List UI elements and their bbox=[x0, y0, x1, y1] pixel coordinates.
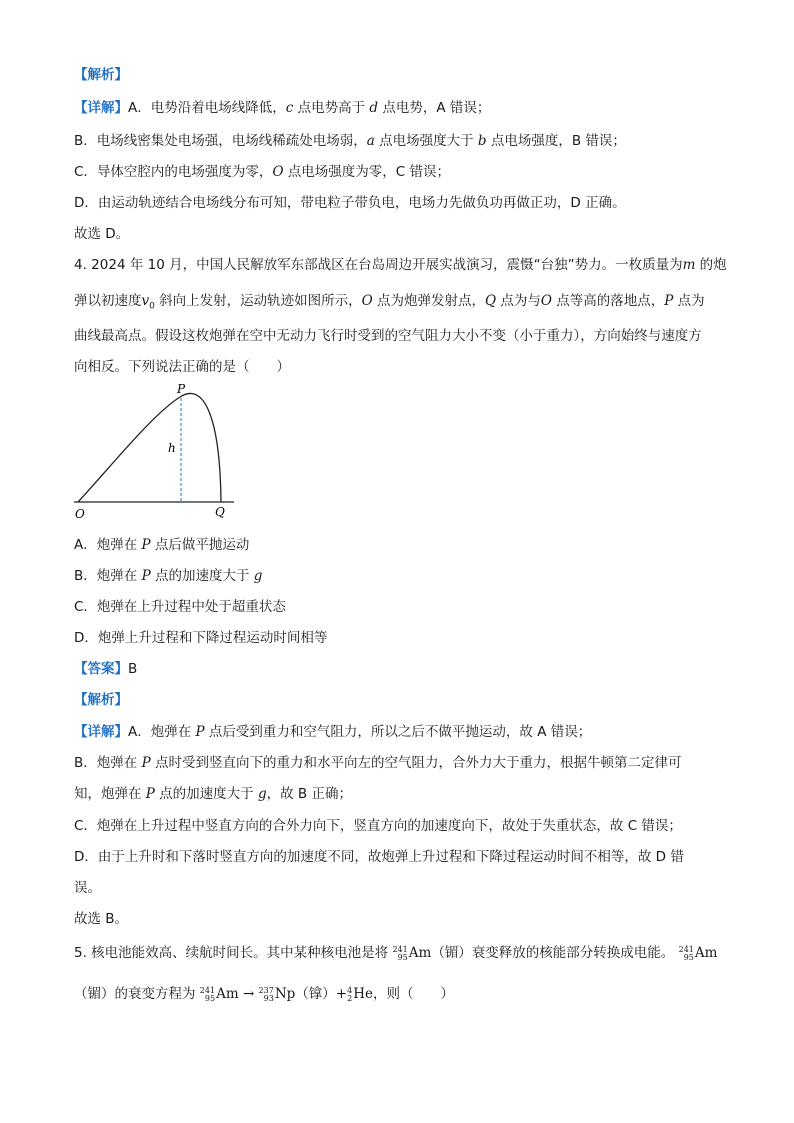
label-P: P bbox=[177, 384, 186, 396]
option-c: C．炮弹在上升过程中处于超重状态 bbox=[74, 599, 286, 615]
choose-d-line: 故选 D。 bbox=[74, 226, 130, 242]
q4-stem-line-4: 向相反。下列说法正确的是（ ） bbox=[74, 359, 290, 375]
detail-d-line: D．由运动轨迹结合电场线分布可知，带电粒子带负电，电场力先做负功再做正功，D 正确。 bbox=[74, 195, 626, 211]
am-nuclide: 241 95 Am bbox=[392, 944, 432, 962]
q5-stem-line-2: （镅）的衰变方程为 241 95 Am → 237 93 Np（镎）+ 4 2 He，则（ ） bbox=[74, 985, 454, 1003]
detail-a-line: 【详解】A．电势沿着电场线降低，c 点电势高于 d 点电势，A 错误； bbox=[74, 100, 491, 116]
detail-c-line: C．导体空腔内的电场强度为零，O 点电场强度为零，C 错误； bbox=[74, 164, 451, 180]
q4-stem-line-3: 曲线最高点。假设这枚炮弹在空中无动力飞行时受到的空气阻力大小不变（小于重力），方向始终与速度方 bbox=[74, 328, 702, 344]
label-O: O bbox=[75, 507, 85, 521]
option-d: D．炮弹上升过程和下降过程运动时间相等 bbox=[74, 630, 328, 646]
np-nuclide: 237 93 Np bbox=[258, 985, 296, 1003]
trajectory-figure bbox=[68, 384, 240, 522]
he-nuclide: 4 2 He bbox=[347, 985, 373, 1003]
q5-stem-line-1: 5. 核电池能效高、续航时间长。其中某种核电池是将 241 95 Am（镅）衰变释放的核能部分转换成电能。 241 95 Am bbox=[74, 944, 718, 962]
answer-line: 【答案】B bbox=[74, 661, 138, 677]
option-b: B．炮弹在 P 点的加速度大于 g bbox=[74, 568, 263, 584]
option-a: A．炮弹在 P 点后做平抛运动 bbox=[74, 537, 250, 553]
q4-stem-line-2: 弹以初速度$v_0$ 斜向上发射，运动轨迹如图所示，O 点为炮弹发射点，Q 点为与O 点等高的落地点，P 点为 bbox=[74, 293, 705, 312]
q4-detail-a: 【详解】A．炮弹在 P 点后受到重力和空气阻力，所以之后不做平抛运动，故 A 错误； bbox=[74, 724, 592, 740]
detail-b-line: B．电场线密集处电场强，电场线稀疏处电场弱，a 点电场强度大于 b 点电场强度，B 错误； bbox=[74, 133, 626, 149]
q4-detail-c: C．炮弹在上升过程中竖直方向的合外力向下，竖直方向的加速度向下，故处于失重状态，故 C 错误； bbox=[74, 818, 682, 834]
analysis-heading-2: 【解析】 bbox=[74, 692, 128, 708]
analysis-heading: 【解析】 bbox=[74, 67, 128, 83]
label-Q: Q bbox=[215, 505, 225, 519]
am-nuclide-2: 241 95 Am bbox=[678, 944, 718, 962]
am-nuclide-3: 241 95 Am bbox=[199, 985, 239, 1003]
trajectory-curve bbox=[78, 393, 221, 502]
q4-detail-b-1: B．炮弹在 P 点时受到竖直向下的重力和水平向左的空气阻力，合外力大于重力，根据牛顿第二定律可 bbox=[74, 755, 682, 771]
label-h: h bbox=[168, 441, 176, 455]
choose-b-line: 故选 B。 bbox=[74, 911, 129, 927]
q4-stem-line-1: 4. 2024 年 10 月，中国人民解放军东部战区在台岛周边开展实战演习，震慑“台独”势力。一枚质量为m 的炮 bbox=[74, 257, 727, 273]
q4-detail-d-1: D．由于上升时和下落时竖直方向的加速度不同，故炮弹上升过程和下降过程运动时间不相等，故 D 错 bbox=[74, 849, 684, 865]
q4-detail-b-2: 知，炮弹在 P 点的加速度大于 g，故 B 正确； bbox=[74, 786, 352, 802]
q4-detail-d-2: 误。 bbox=[74, 880, 101, 896]
reaction-arrow: → bbox=[242, 986, 255, 1002]
